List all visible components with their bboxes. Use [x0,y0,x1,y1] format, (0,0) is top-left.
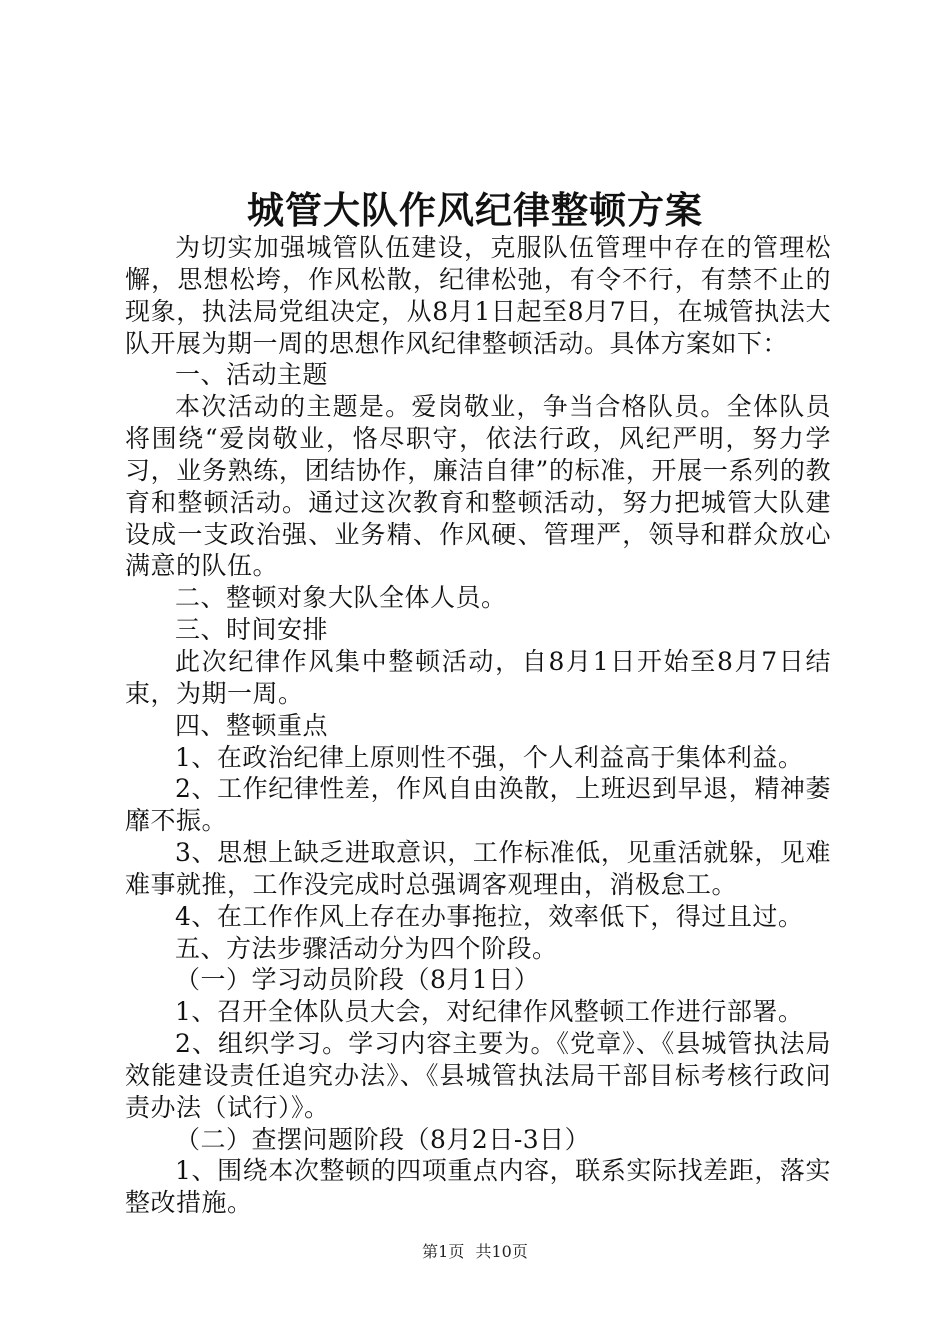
paragraph-theme: 本次活动的主题是。爱岗敬业，争当合格队员。全体队员将围绕“爱岗敬业，恪尽职守，依法行政，风纪严明，努力学习，业务熟练，团结协作，廉洁自律”的标准，开展一系列的教育和整顿活动。通过这次教育和整顿活动，努力把城管大队建设成一支政治强、业务精、作风硬、管理严，领导和群众放心满意的队伍。 [125,392,831,581]
paragraph-schedule: 此次纪律作风集中整顿活动，自8月1日开始至8月7日结束，为期一周。 [125,646,831,708]
section-heading-target: 二、整顿对象大队全体人员。 [175,583,507,613]
list-item-focus-4: 4、在工作作风上存在办事拖拉，效率低下，得过且过。 [175,901,804,931]
list-item-focus-3: 3、思想上缺乏进取意识，工作标准低，见重活就躲，见难难事就推，工作没完成时总强调客观理由，消极怠工。 [125,838,831,899]
document-title: 城管大队作风纪律整顿方案 [247,188,703,232]
document-body [125,232,831,1219]
list-item-study-2: 2、组织学习。学习内容主要为。《党章》、《县城管执法局效能建设责任追究办法》、《县城管执法局干部目标考核行政问责办法（试行）》。 [125,1029,831,1122]
section-heading-steps: 五、方法步骤活动分为四个阶段。 [175,933,558,963]
section-heading-theme: 一、活动主题 [175,360,329,390]
list-item-focus-1: 1、在政治纪律上原则性不强，个人利益高于集体利益。 [175,742,804,772]
section-heading-schedule: 三、时间安排 [175,615,329,645]
subsection-heading-study: （一）学习动员阶段（8月1日） [175,965,540,995]
section-heading-focus: 四、整顿重点 [175,710,329,740]
paragraph-intro: 为切实加强城管队伍建设，克服队伍管理中存在的管理松懈，思想松垮，作风松散，纪律松弛，有令不行，有禁不止的现象，执法局党组决定，从8月1日起至8月7日，在城管执法大队开展为期一周的思想作风纪律整顿活动。具体方案如下： [125,233,831,358]
subsection-heading-review: （二）查摆问题阶段（8月2日-3日） [175,1124,591,1154]
list-item-study-1: 1、召开全体队员大会，对纪律作风整顿工作进行部署。 [175,997,804,1027]
page-total: 共10页 [475,1242,528,1261]
page-footer [0,1240,950,1264]
list-item-focus-2: 2、工作纪律性差，作风自由涣散，上班迟到早退，精神萎靡不振。 [125,774,831,836]
list-item-review-1: 1、围绕本次整顿的四项重点内容，联系实际找差距，落实整改措施。 [125,1156,831,1218]
page-number: 第1页 [422,1242,465,1261]
